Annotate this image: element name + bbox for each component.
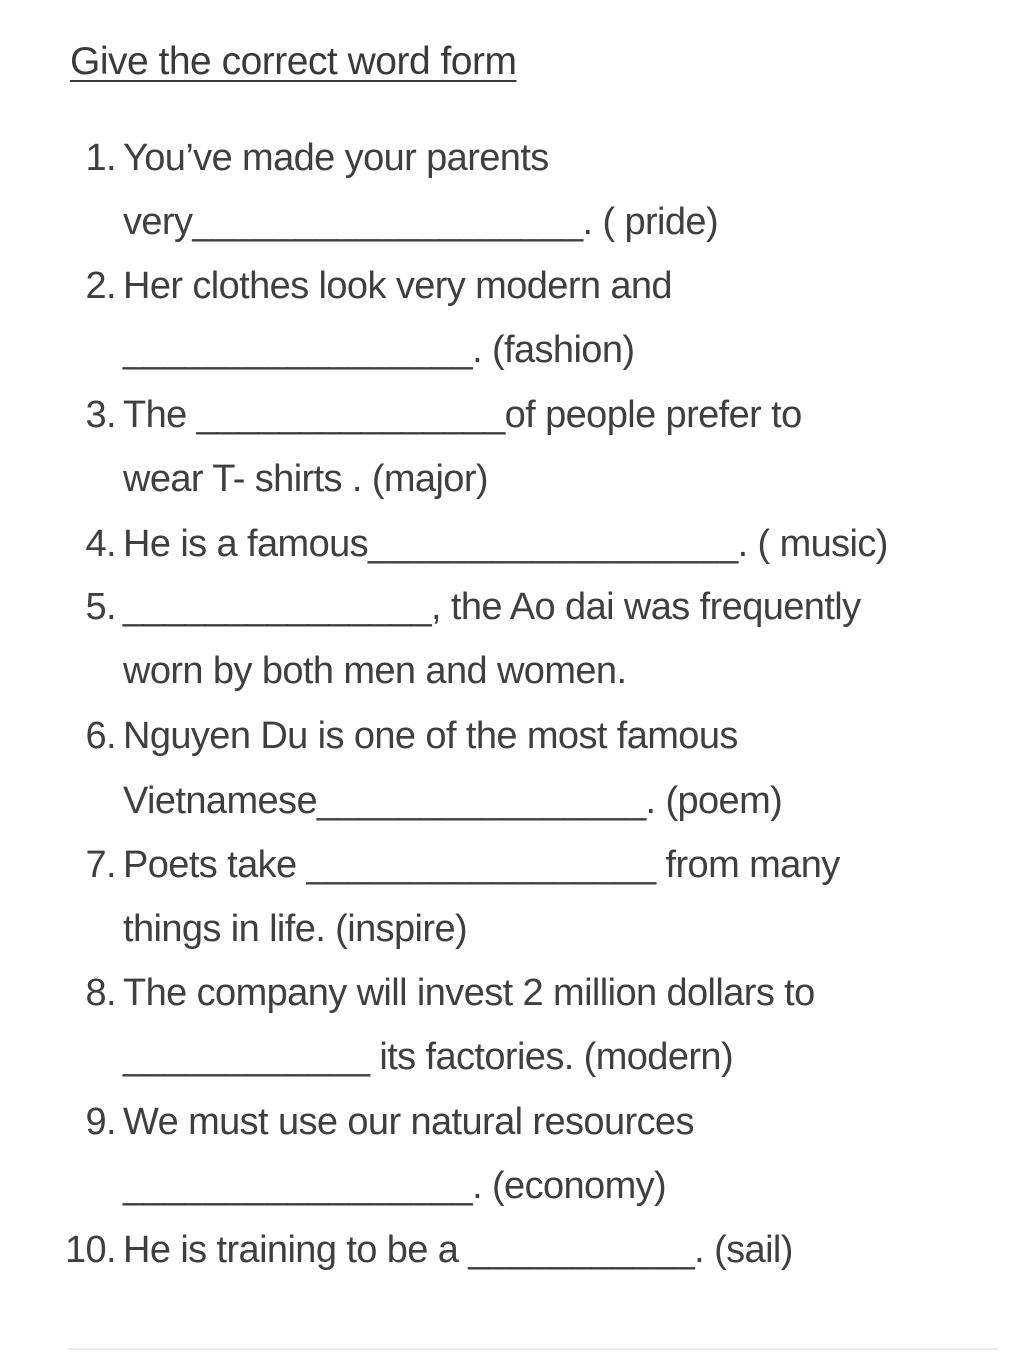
item-2-number: 2. [85,265,116,307]
item-1-number: 1. [85,137,116,179]
item-2-line-2: _________________. (fashion) [123,329,635,371]
item-9-line-2: _________________. (economy) [123,1165,667,1207]
item-4-line-1: He is a famous__________________. ( music) [123,523,888,565]
item-6-line-2: Vietnamese________________. (poem) [123,780,783,822]
footer-divider [68,1348,998,1350]
item-10-line-1: He is training to be a ___________. (sail) [123,1229,793,1271]
item-8-number: 8. [85,972,116,1014]
item-7-line-1: Poets take _________________ from many [123,844,840,886]
item-5-number: 5. [85,586,116,628]
item-5-line-1: _______________, the Ao dai was frequently [123,586,861,628]
item-1-line-2: very___________________. ( pride) [123,201,719,243]
item-3-line-2: wear T- shirts . (major) [123,458,488,500]
item-9-line-1: We must use our natural resources [123,1101,694,1143]
item-3-line-1: The _______________of people prefer to [123,394,802,436]
item-1-line-1: You’ve made your parents [123,137,549,179]
item-3-number: 3. [85,394,116,436]
item-10-number: 10. [64,1229,116,1271]
item-7-line-2: things in life. (inspire) [123,908,468,950]
item-5-line-2: worn by both men and women. [123,650,627,692]
item-9-number: 9. [85,1101,116,1143]
item-7-number: 7. [85,844,116,886]
page-title: Give the correct word form [70,40,517,83]
item-8-line-2: ____________ its factories. (modern) [123,1036,734,1078]
item-2-line-1: Her clothes look very modern and [123,265,672,307]
item-6-number: 6. [85,715,116,757]
item-4-number: 4. [85,523,116,565]
item-8-line-1: The company will invest 2 million dollars to [123,972,815,1014]
item-6-line-1: Nguyen Du is one of the most famous [123,715,738,757]
